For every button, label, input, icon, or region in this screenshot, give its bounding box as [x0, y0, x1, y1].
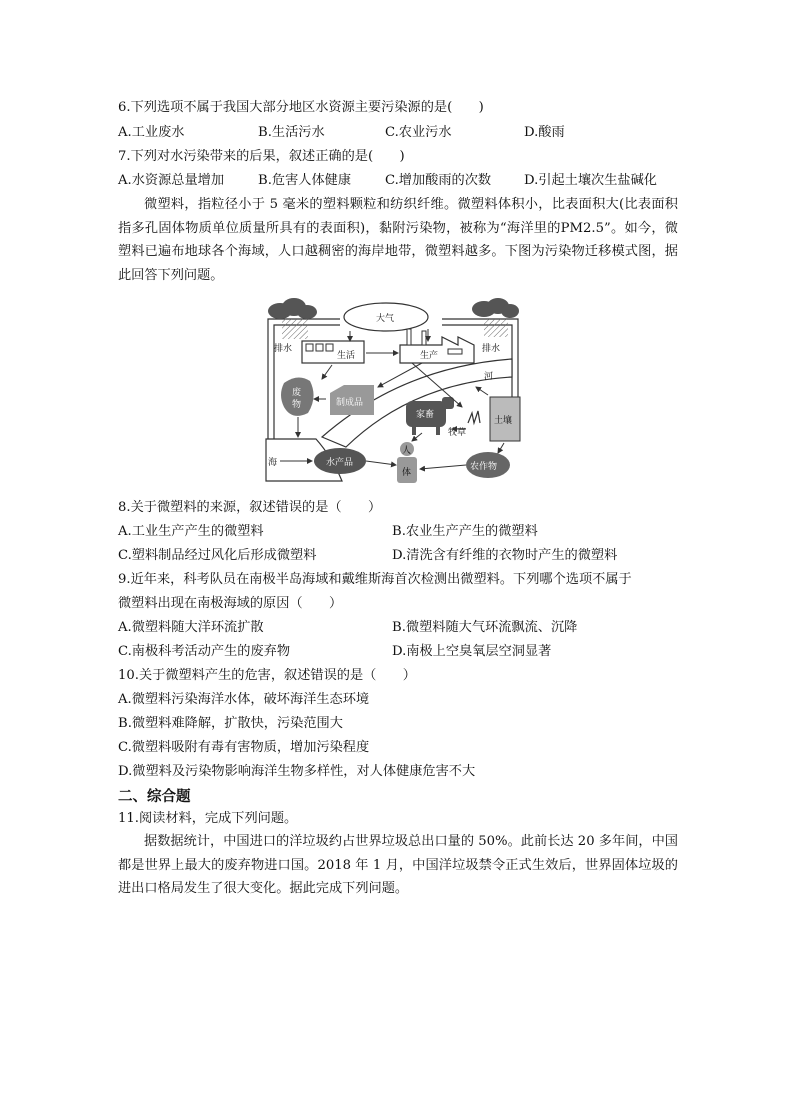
drain-left-label: 排水 [274, 344, 293, 354]
q9-option-b: B.微塑料随大气环流飘流、沉降 [392, 620, 578, 635]
q10-option-d: D.微塑料及污染物影响海洋生物多样性，对人体健康危害不大 [118, 764, 476, 779]
q8-option-d: D.清洗含有纤维的衣物时产生的微塑料 [392, 548, 618, 563]
q6-option-c: C.农业污水 [385, 125, 452, 140]
human-label-2: 体 [402, 468, 412, 478]
q6-stem: 6.下列选项不属于我国大部分地区水资源主要污染源的是( ) [118, 100, 484, 115]
q6-option-d: D.酸雨 [524, 125, 565, 140]
pasture-label: 牧草 [448, 428, 467, 438]
q7-option-a: A.水资源总量增加 [118, 173, 225, 188]
q6-option-a: A.工业废水 [118, 125, 185, 140]
soil-label: 土壤 [494, 416, 513, 426]
q7-option-d: D.引起土壤次生盐碱化 [524, 173, 657, 188]
pollutant-migration-diagram [262, 297, 524, 485]
q10-option-a: A.微塑料污染海洋水体，破坏海洋生态环境 [118, 692, 370, 707]
q8-option-b: B.农业生产产生的微塑料 [392, 524, 538, 539]
q8-option-c: C.塑料制品经过风化后形成微塑料 [118, 548, 317, 563]
pasture-icon [468, 411, 480, 423]
atmosphere-label: 大气 [376, 314, 395, 324]
river-label: 河 [484, 372, 494, 382]
human-label-1: 人 [402, 446, 412, 456]
livestock-label: 家畜 [416, 410, 435, 420]
q7-option-c: C.增加酸雨的次数 [385, 173, 492, 188]
q10-option-c: C.微塑料吸附有毒有害物质，增加污染程度 [118, 740, 370, 755]
q9-stem-line2: 微塑料出现在南极海域的原因（ ） [118, 596, 343, 611]
q11-material: 据数据统计，中国进口的洋垃圾约占世界垃圾总出口量的 50%。此前长达 20 多年间，中国都是世界上最大的废弃物进口国。2018 年 1 月，中国洋垃圾禁令正式生效后，世界固体垃圾的进出口格局发生了很大变化。据此完成下列问题。 [118, 834, 678, 896]
q8-stem: 8.关于微塑料的来源，叙述错误的是（ ） [118, 500, 382, 515]
microplastic-material: 微塑料，指粒径小于 5 毫米的塑料颗粒和纺织纤维。微塑料体积小，比表面积大(比表面积指多孔固体物质单位质量所具有的表面积)，黏附污染物，被称为“海洋里的PM2.5”。如今，微塑料已遍布地球各个海域，人口越稠密的海岸地带，微塑料越多。下图为污染物迁移模式图，据此回答下列问题。 [118, 197, 678, 283]
section-heading: 二、综合题 [118, 789, 191, 805]
q9-option-c: C.南极科考活动产生的废弃物 [118, 644, 291, 659]
q10-stem: 10.关于微塑料产生的危害，叙述错误的是（ ） [118, 668, 416, 683]
waste-label-2: 物 [292, 400, 302, 410]
q6-option-b: B.生活污水 [258, 125, 325, 140]
q11-stem: 11.阅读材料，完成下列问题。 [118, 811, 298, 826]
waste-label-1: 废 [292, 388, 302, 398]
aquatic-label: 水产品 [326, 458, 354, 468]
q8-option-a: A.工业生产产生的微塑料 [118, 524, 264, 539]
production-label: 生产 [420, 351, 439, 361]
q9-option-d: D.南极上空臭氧层空洞显著 [392, 644, 552, 659]
products-label: 制成品 [336, 398, 364, 408]
drain-right-label: 排水 [482, 344, 501, 354]
q10-option-b: B.微塑料难降解，扩散快，污染范围大 [118, 716, 343, 731]
life-label: 生活 [337, 351, 356, 361]
sea-label: 海 [268, 458, 278, 468]
q7-option-b: B.危害人体健康 [258, 173, 352, 188]
q7-stem: 7.下列对水污染带来的后果，叙述正确的是( ) [118, 149, 405, 164]
q9-option-a: A.微塑料随大洋环流扩散 [118, 620, 264, 635]
crops-label: 农作物 [470, 462, 498, 472]
q9-stem-line1: 9.近年来，科考队员在南极半岛海域和戴维斯海首次检测出微塑料。下列哪个选项不属于 [118, 572, 632, 587]
